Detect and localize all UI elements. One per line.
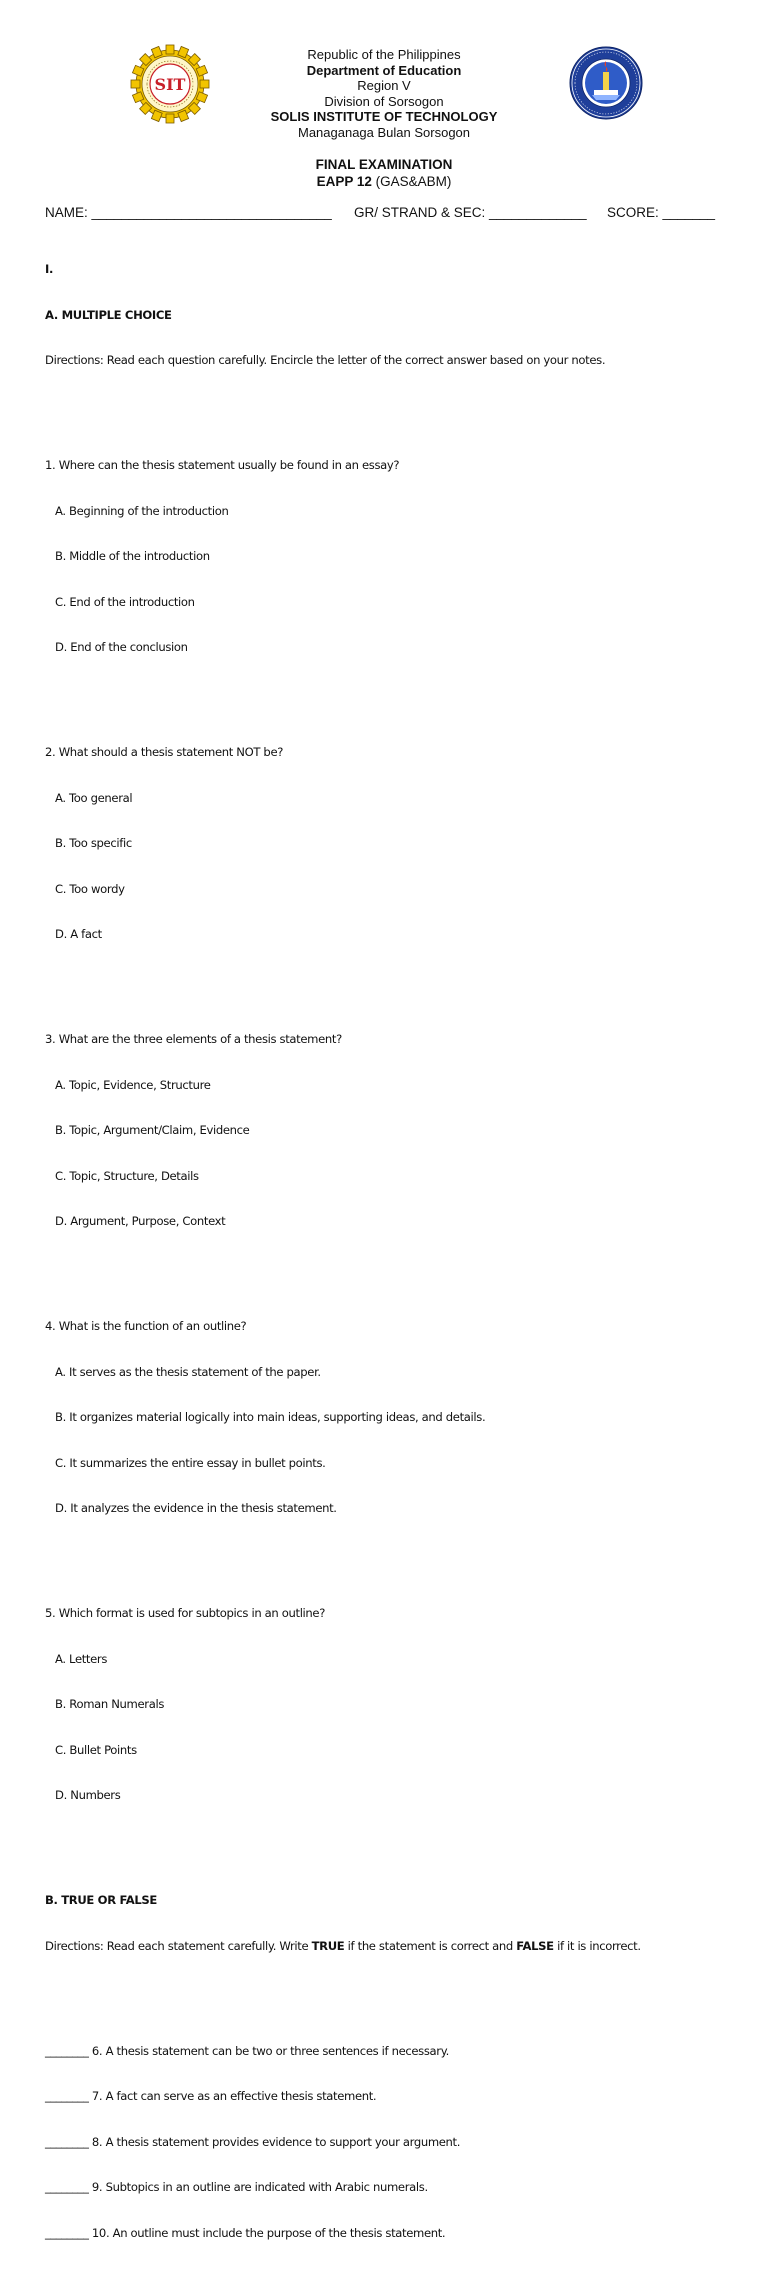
- option-4d[interactable]: D. It analyzes the evidence in the thesis statement.: [55, 1501, 337, 1515]
- option-3a[interactable]: A. Topic, Evidence, Structure: [55, 1077, 211, 1092]
- option-5a[interactable]: A. Letters: [55, 1651, 108, 1666]
- score-field[interactable]: SCORE: _______: [607, 205, 716, 220]
- letterhead: [0, 47, 768, 140]
- option-2c[interactable]: C. Too wordy: [55, 881, 125, 896]
- exam-title-block: [0, 157, 768, 190]
- directions-false-word: FALSE: [516, 1938, 554, 1953]
- division-line: Division of Sorsogon: [324, 93, 444, 109]
- statement-8[interactable]: ________ 8. A thesis statement provides evidence to support your argument.: [45, 2134, 461, 2149]
- option-2d[interactable]: D. A fact: [55, 927, 102, 941]
- option-1b[interactable]: B. Middle of the introduction: [55, 549, 210, 563]
- region-line: Region V: [357, 78, 411, 93]
- option-5c[interactable]: C. Bullet Points: [55, 1742, 137, 1757]
- statement-9[interactable]: ________ 9. Subtopics in an outline are indicated with Arabic numerals.: [45, 2180, 428, 2194]
- republic-line: Republic of the Philippines: [307, 47, 461, 62]
- subject-code: EAPP 12: [316, 173, 372, 189]
- department-line: Department of Education: [306, 62, 462, 78]
- question-3: 3. What are the three elements of a thesis statement?: [45, 1032, 342, 1046]
- option-2a[interactable]: A. Too general: [55, 790, 133, 805]
- option-1a[interactable]: A. Beginning of the introduction: [55, 503, 229, 518]
- question-4: 4. What is the function of an outline?: [45, 1319, 247, 1333]
- option-1c[interactable]: C. End of the introduction: [55, 594, 195, 609]
- question-1: 1. Where can the thesis statement usually be found in an essay?: [45, 458, 400, 472]
- part-numeral: I.: [45, 262, 54, 276]
- multiple-choice-heading: A. MULTIPLE CHOICE: [45, 307, 172, 322]
- question-5: 5. Which format is used for subtopics in an outline?: [45, 1606, 326, 1620]
- true-false-heading: B. TRUE OR FALSE: [45, 1893, 157, 1907]
- strand-field[interactable]: GR/ STRAND & SEC: _____________: [354, 205, 587, 220]
- option-3c[interactable]: C. Topic, Structure, Details: [55, 1168, 199, 1183]
- question-2: 2. What should a thesis statement NOT be?: [45, 745, 284, 759]
- option-3d[interactable]: D. Argument, Purpose, Context: [55, 1214, 226, 1228]
- statement-10[interactable]: ________ 10. An outline must include the purpose of the thesis statement.: [45, 2225, 446, 2240]
- exam-subject: [0, 174, 768, 191]
- directions-text-b: if the statement is correct and: [344, 1938, 517, 1953]
- exam-body: [45, 233, 641, 2270]
- option-5d[interactable]: D. Numbers: [55, 1788, 121, 1802]
- option-2b[interactable]: B. Too specific: [55, 836, 132, 850]
- directions-text-a: Directions: Read each statement carefully. Write: [45, 1938, 312, 1953]
- statement-6[interactable]: ________ 6. A thesis statement can be two or three sentences if necessary.: [45, 2043, 449, 2058]
- option-4b[interactable]: B. It organizes material logically into main ideas, supporting ideas, and details.: [55, 1410, 486, 1424]
- multiple-choice-directions: Directions: Read each question carefully. Encircle the letter of the correct answer based on your notes.: [45, 353, 606, 367]
- true-false-directions: [45, 1938, 641, 1956]
- option-4a[interactable]: A. It serves as the thesis statement of the paper.: [55, 1364, 321, 1379]
- option-4c[interactable]: C. It summarizes the entire essay in bullet points.: [55, 1455, 326, 1470]
- statement-7[interactable]: ________ 7. A fact can serve as an effective thesis statement.: [45, 2089, 377, 2103]
- name-field[interactable]: NAME: ________________________________: [45, 205, 332, 220]
- school-name-line: SOLIS INSTITUTE OF TECHNOLOGY: [270, 109, 498, 124]
- directions-true-word: TRUE: [311, 1938, 345, 1953]
- option-5b[interactable]: B. Roman Numerals: [55, 1697, 165, 1711]
- subject-tracks: (GAS&ABM): [371, 173, 452, 189]
- option-3b[interactable]: B. Topic, Argument/Claim, Evidence: [55, 1123, 250, 1137]
- svg-text:SIT: SIT: [154, 75, 186, 94]
- exam-title: FINAL EXAMINATION: [315, 157, 453, 172]
- school-address-line: Managanaga Bulan Sorsogon: [297, 124, 471, 140]
- option-1d[interactable]: D. End of the conclusion: [55, 640, 188, 654]
- directions-text-c: if it is incorrect.: [553, 1938, 641, 1953]
